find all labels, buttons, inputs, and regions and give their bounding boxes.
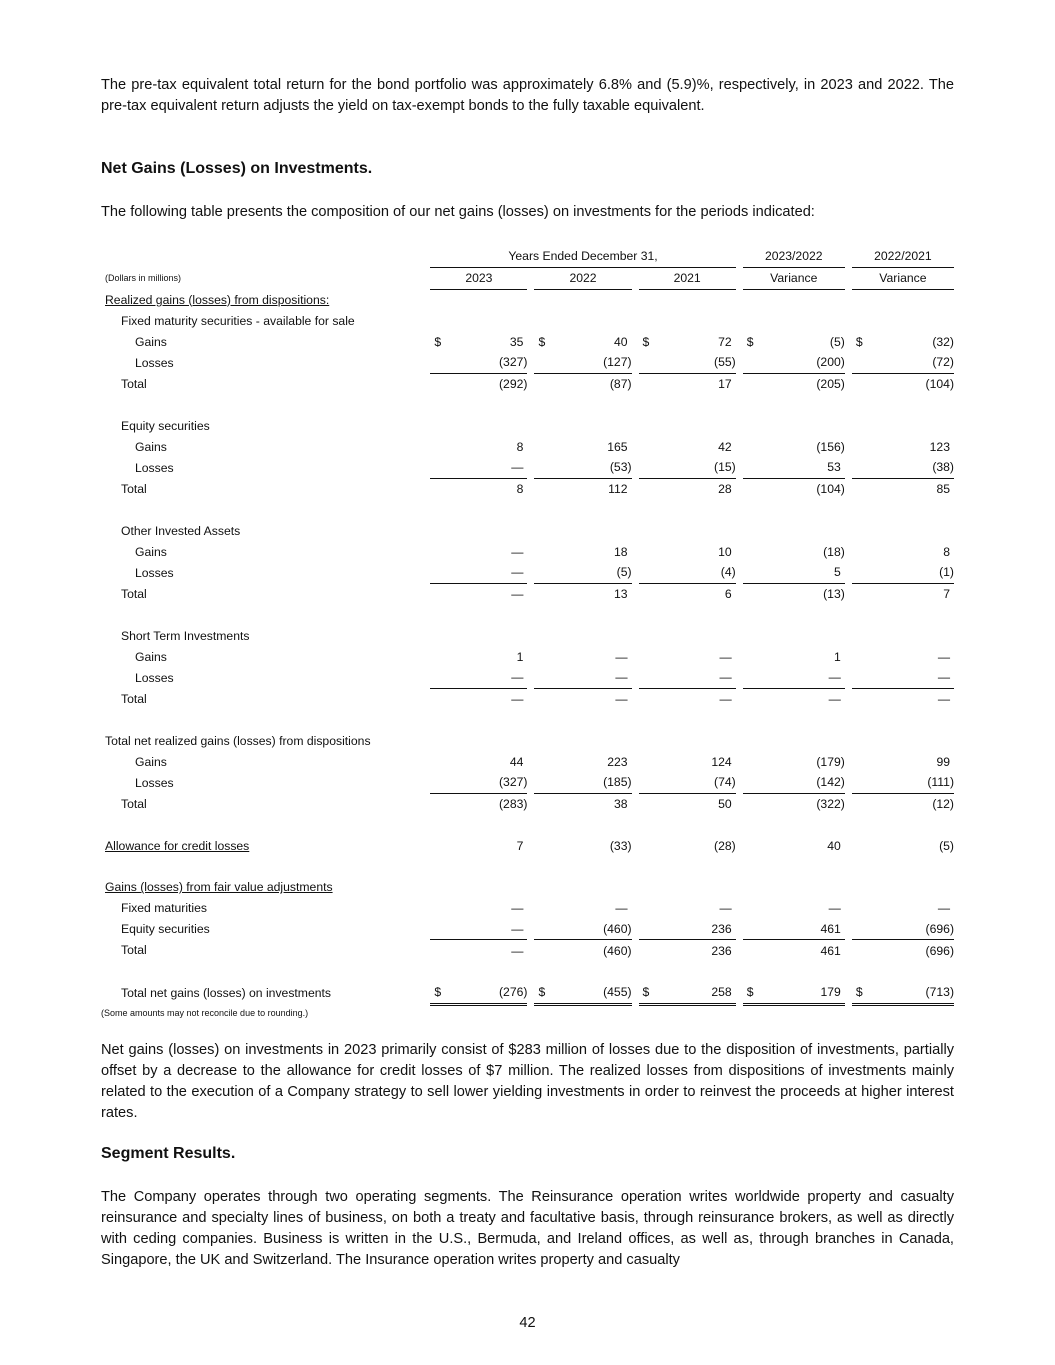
dollar-sign: $: [642, 334, 650, 349]
row-label: Losses: [135, 565, 174, 580]
cell-value: 112: [608, 482, 628, 497]
cell-value: 40: [827, 838, 841, 853]
cell-value: (13): [823, 587, 845, 602]
cell-2022: [534, 373, 631, 394]
cell-value: (276): [499, 985, 528, 1000]
cell-value: (179): [816, 754, 845, 769]
net-gains-table: [101, 246, 954, 1006]
cell-value: (28): [714, 838, 736, 853]
cell-value: —: [719, 670, 732, 685]
spacer-row: [101, 710, 954, 731]
cell-2023: [430, 331, 527, 352]
variance-period-2-header: 2022/2021: [852, 246, 954, 267]
cell-value: 50: [718, 797, 732, 812]
short-gains-row: [101, 646, 954, 667]
cell-2022: [534, 688, 631, 709]
cell-2022: [534, 478, 631, 499]
cell-value: 10: [718, 544, 732, 559]
cell-value: 42: [718, 439, 732, 454]
cell-2022: [534, 793, 631, 814]
cell-value: 236: [711, 921, 732, 936]
cell-variance-1: [743, 562, 845, 583]
fixed-total-row: [101, 373, 954, 394]
cell-value: (142): [816, 775, 845, 790]
section-heading-segment-results: Segment Results.: [101, 1145, 236, 1162]
row-label: Total: [121, 691, 147, 706]
cell-value: 53: [827, 460, 841, 475]
cell-variance-1: [743, 373, 845, 394]
cell-2022: [534, 583, 631, 604]
dollar-sign: $: [642, 985, 650, 1000]
dollar-sign: $: [855, 985, 863, 1000]
column-header-2023: 2023: [430, 267, 527, 289]
cell-2023: [430, 667, 527, 688]
cell-variance-1: [743, 352, 845, 373]
cell-2021: [639, 898, 736, 919]
net-total-row: [101, 793, 954, 814]
cell-variance-1: [743, 772, 845, 793]
short-term-heading: [101, 625, 954, 646]
row-label: Gains (losses) from fair value adjustments: [105, 880, 333, 895]
cell-variance-2: [852, 541, 954, 562]
cell-2022: [534, 646, 631, 667]
cell-2023: [430, 940, 527, 961]
row-label: Fixed maturity securities - available for sale: [121, 313, 355, 328]
cell-variance-2: [852, 940, 954, 961]
cell-value: (104): [925, 377, 954, 392]
dollar-sign: $: [746, 985, 754, 1000]
cell-variance-1: [743, 646, 845, 667]
cell-value: 6: [724, 587, 732, 602]
cell-value: (205): [816, 377, 845, 392]
cell-value: (74): [714, 775, 736, 790]
spacer-row: [101, 961, 954, 982]
cell-variance-1: [743, 982, 845, 1004]
cell-value: —: [615, 649, 628, 664]
cell-variance-2: [852, 898, 954, 919]
cell-value: (460): [603, 943, 632, 958]
short-total-row: [101, 688, 954, 709]
row-label: Total: [121, 481, 147, 496]
other-total-row: [101, 583, 954, 604]
cell-2023: [430, 352, 527, 373]
cell-value: —: [511, 692, 524, 707]
cell-variance-1: [743, 835, 845, 856]
cell-value: (185): [603, 775, 632, 790]
cell-value: 7: [516, 838, 524, 853]
cell-value: (15): [714, 460, 736, 475]
cell-value: —: [719, 901, 732, 916]
dollar-sign: $: [855, 334, 863, 349]
cell-2021: [639, 352, 736, 373]
cell-value: (1): [939, 565, 954, 580]
cell-value: 5: [834, 565, 841, 580]
cell-2022: [534, 562, 631, 583]
cell-variance-1: [743, 457, 845, 478]
cell-value: (4): [720, 565, 736, 580]
row-label: Losses: [135, 355, 174, 370]
cell-value: —: [511, 670, 524, 685]
units-label: (Dollars in millions): [105, 273, 182, 284]
other-invested-heading: [101, 520, 954, 541]
cell-variance-1: [743, 940, 845, 961]
cell-variance-1: [743, 898, 845, 919]
fv-total-row: [101, 940, 954, 961]
variance-period-1-header: 2023/2022: [743, 246, 845, 267]
row-label: Losses: [135, 775, 174, 790]
row-label: Equity securities: [121, 418, 210, 433]
cell-value: (292): [499, 377, 528, 392]
cell-value: —: [937, 692, 950, 707]
cell-2023: [430, 436, 527, 457]
cell-value: —: [719, 692, 732, 707]
cell-2023: [430, 982, 527, 1004]
cell-variance-2: [852, 751, 954, 772]
cell-value: 13: [613, 587, 628, 602]
row-label: Total: [121, 943, 147, 958]
cell-value: 28: [718, 482, 732, 497]
cell-2023: [430, 541, 527, 562]
cell-value: (18): [823, 544, 845, 559]
cell-2023: [430, 373, 527, 394]
cell-2022: [534, 331, 631, 352]
header-row-1: [101, 246, 954, 267]
cell-2022: [534, 667, 631, 688]
intro-paragraph: The pre-tax equivalent total return for the bond portfolio was approximately 6.8% and (5.9)%, respectively, in 2023 and 2022. The pre-tax equivalent return adjusts the yield on tax-exempt bonds to the fully taxable equivalent.: [101, 77, 954, 114]
cell-2021: [639, 793, 736, 814]
cell-variance-2: [852, 478, 954, 499]
cell-value: 99: [936, 754, 950, 769]
cell-value: —: [511, 943, 524, 958]
cell-variance-2: [852, 772, 954, 793]
cell-value: (696): [925, 921, 954, 936]
cell-2023: [430, 751, 527, 772]
cell-value: (156): [816, 439, 845, 454]
cell-value: —: [511, 921, 524, 936]
dollar-sign: $: [434, 985, 442, 1000]
spacer-row: [101, 395, 954, 416]
fv-equity-row: [101, 919, 954, 940]
cell-2023: [430, 478, 527, 499]
equity-losses-row: [101, 457, 954, 478]
cell-variance-2: [852, 583, 954, 604]
cell-2022: [534, 835, 631, 856]
section-heading-net-gains: Net Gains (Losses) on Investments.: [101, 160, 373, 177]
cell-2021: [639, 919, 736, 940]
cell-value: —: [828, 901, 841, 916]
fair-value-heading: [101, 877, 954, 898]
short-losses-row: [101, 667, 954, 688]
cell-2023: [430, 772, 527, 793]
dollar-sign: $: [538, 334, 546, 349]
cell-value: 179: [820, 985, 841, 1000]
row-label: Allowance for credit losses: [105, 838, 250, 853]
spacer-row: [101, 500, 954, 521]
cell-value: (455): [603, 985, 632, 1000]
cell-2021: [639, 541, 736, 562]
cell-2022: [534, 352, 631, 373]
cell-2022: [534, 940, 631, 961]
cell-variance-1: [743, 436, 845, 457]
cell-variance-1: [743, 793, 845, 814]
cell-variance-2: [852, 793, 954, 814]
cell-value: 165: [607, 439, 628, 454]
cell-value: —: [937, 649, 950, 664]
row-label: Total net gains (losses) on investments: [121, 986, 331, 1001]
cell-2022: [534, 751, 631, 772]
segment-paragraph: The Company operates through two operating segments. The Reinsurance operation writes worldwide property and casualty reinsurance and specialty lines of business, on both a treaty and facultative basis, through reinsurance brokers, as well as directly with ceding companies. Business is written in the U.S., Bermuda, and Ireland offices, as well as, through branches in Canada, Singapore, the UK and Switzerland. The Insurance operation writes property and casualty: [101, 1189, 954, 1268]
cell-value: —: [615, 901, 628, 916]
cell-2021: [639, 667, 736, 688]
cell-2021: [639, 478, 736, 499]
cell-2022: [534, 919, 631, 940]
cell-value: (104): [816, 482, 845, 497]
table-intro-paragraph: The following table presents the composition of our net gains (losses) on investments for the periods indicated:: [101, 204, 815, 220]
cell-value: (111): [927, 775, 954, 790]
rounding-note: (Some amounts may not reconcile due to rounding.): [101, 1008, 309, 1018]
net-losses-row: [101, 772, 954, 793]
other-losses-row: [101, 562, 954, 583]
cell-value: (5): [939, 838, 954, 853]
net-gains-row: [101, 751, 954, 772]
equity-total-row: [101, 478, 954, 499]
header-row-2: [101, 267, 954, 289]
cell-value: (32): [932, 334, 954, 349]
row-label: Total: [121, 586, 147, 601]
cell-value: (5): [616, 565, 632, 580]
cell-2022: [534, 982, 631, 1004]
cell-value: 38: [613, 797, 628, 812]
cell-value: (38): [932, 460, 954, 475]
row-label: Equity securities: [121, 922, 210, 937]
cell-variance-1: [743, 478, 845, 499]
cell-variance-2: [852, 331, 954, 352]
equity-gains-row: [101, 436, 954, 457]
row-label: Gains: [135, 334, 167, 349]
cell-2021: [639, 373, 736, 394]
cell-value: —: [828, 692, 841, 707]
cell-variance-1: [743, 667, 845, 688]
cell-2023: [430, 562, 527, 583]
spacer-row: [101, 856, 954, 877]
cell-variance-2: [852, 436, 954, 457]
column-header-variance-2: Variance: [852, 267, 954, 289]
cell-variance-1: [743, 751, 845, 772]
cell-value: (200): [816, 355, 845, 370]
cell-2022: [534, 772, 631, 793]
cell-2021: [639, 751, 736, 772]
cell-value: (33): [609, 838, 632, 853]
row-label: Fixed maturities: [121, 901, 208, 916]
cell-value: 1: [834, 649, 841, 664]
page-number: 42: [519, 1315, 536, 1331]
realized-heading: [101, 289, 954, 310]
grand-total-row: [101, 982, 954, 1004]
cell-value: 461: [820, 943, 841, 958]
cell-value: —: [511, 544, 524, 559]
cell-value: 461: [820, 921, 841, 936]
cell-value: —: [615, 670, 628, 685]
cell-2021: [639, 940, 736, 961]
cell-2023: [430, 835, 527, 856]
cell-variance-1: [743, 541, 845, 562]
row-label: Other Invested Assets: [121, 523, 241, 538]
cell-value: —: [511, 901, 524, 916]
cell-value: 7: [943, 587, 950, 602]
cell-2023: [430, 583, 527, 604]
column-header-2021: 2021: [639, 267, 736, 289]
years-ended-header: Years Ended December 31,: [430, 246, 735, 267]
cell-2022: [534, 541, 631, 562]
cell-variance-1: [743, 688, 845, 709]
cell-value: (5): [829, 334, 845, 349]
cell-value: 35: [509, 334, 524, 349]
cell-value: (127): [603, 355, 632, 370]
cell-2023: [430, 919, 527, 940]
row-label: Short Term Investments: [121, 628, 250, 643]
row-label: Realized gains (losses) from dispositions:: [105, 292, 330, 307]
cell-2021: [639, 982, 736, 1004]
fixed-maturity-heading: [101, 310, 954, 331]
cell-value: —: [511, 587, 524, 602]
cell-2023: [430, 793, 527, 814]
fixed-losses-row: [101, 352, 954, 373]
cell-2021: [639, 835, 736, 856]
row-label: Total: [121, 376, 147, 391]
cell-variance-1: [743, 919, 845, 940]
cell-value: (12): [932, 797, 954, 812]
cell-variance-2: [852, 667, 954, 688]
cell-variance-2: [852, 352, 954, 373]
cell-2021: [639, 688, 736, 709]
cell-variance-2: [852, 919, 954, 940]
cell-value: —: [828, 670, 841, 685]
cell-value: 1: [516, 649, 524, 664]
cell-variance-2: [852, 457, 954, 478]
row-label: Gains: [135, 544, 167, 559]
dollar-sign: $: [746, 334, 754, 349]
cell-variance-2: [852, 835, 954, 856]
cell-value: 8: [943, 544, 950, 559]
cell-value: (696): [925, 943, 954, 958]
cell-2021: [639, 646, 736, 667]
cell-value: 124: [711, 754, 732, 769]
spacer-row: [101, 815, 954, 836]
cell-2022: [534, 898, 631, 919]
spacer-row: [101, 605, 954, 626]
cell-2023: [430, 457, 527, 478]
cell-variance-2: [852, 373, 954, 394]
cell-value: (713): [925, 985, 954, 1000]
cell-2021: [639, 457, 736, 478]
cell-variance-2: [852, 646, 954, 667]
cell-value: —: [719, 649, 732, 664]
cell-2023: [430, 646, 527, 667]
cell-value: (460): [603, 921, 632, 936]
cell-value: 8: [516, 439, 524, 454]
cell-value: (87): [609, 377, 632, 392]
column-header-2022: 2022: [534, 267, 631, 289]
cell-value: (283): [499, 797, 528, 812]
allowance-row: [101, 835, 954, 856]
cell-value: 258: [711, 985, 732, 1000]
row-label: Total: [121, 796, 147, 811]
row-label: Losses: [135, 670, 174, 685]
dollar-sign: $: [538, 985, 546, 1000]
cell-variance-2: [852, 562, 954, 583]
cell-2022: [534, 457, 631, 478]
cell-2021: [639, 772, 736, 793]
net-realized-heading: [101, 730, 954, 751]
cell-variance-1: [743, 331, 845, 352]
other-gains-row: [101, 541, 954, 562]
cell-2021: [639, 562, 736, 583]
row-label: Gains: [135, 754, 167, 769]
cell-value: —: [937, 670, 950, 685]
cell-value: (322): [816, 797, 845, 812]
cell-variance-2: [852, 688, 954, 709]
cell-value: —: [511, 460, 524, 475]
cell-2021: [639, 331, 736, 352]
cell-value: (327): [499, 775, 528, 790]
row-label: Gains: [135, 439, 167, 454]
fixed-gains-row: [101, 331, 954, 352]
cell-value: 236: [711, 943, 732, 958]
cell-value: —: [511, 565, 524, 580]
row-label: Gains: [135, 649, 167, 664]
cell-value: 40: [613, 334, 628, 349]
cell-2022: [534, 436, 631, 457]
cell-value: 72: [718, 334, 732, 349]
cell-2021: [639, 436, 736, 457]
cell-2021: [639, 583, 736, 604]
cell-value: 223: [607, 754, 628, 769]
equity-heading: [101, 415, 954, 436]
cell-value: (327): [499, 355, 528, 370]
cell-value: (72): [932, 355, 954, 370]
cell-value: 123: [929, 439, 950, 454]
cell-2023: [430, 688, 527, 709]
fv-fixed-row: [101, 898, 954, 919]
cell-variance-1: [743, 583, 845, 604]
dollar-sign: $: [434, 334, 442, 349]
cell-value: (55): [714, 355, 736, 370]
cell-value: 17: [718, 377, 732, 392]
column-header-variance-1: Variance: [743, 267, 845, 289]
row-label: Losses: [135, 460, 174, 475]
analysis-paragraph: Net gains (losses) on investments in 2023 primarily consist of $283 million of losses due to the disposition of investments, partially offset by a decrease to the allowance for credit losses of $7 million. The realized losses from dispositions of investments mainly related to the execution of a Company strategy to sell lower yielding investments in order to reinvest the proceeds at higher interest rates.: [101, 1042, 954, 1121]
cell-value: 18: [613, 544, 628, 559]
cell-value: (53): [609, 460, 632, 475]
cell-2023: [430, 898, 527, 919]
cell-value: —: [937, 901, 950, 916]
cell-variance-2: [852, 982, 954, 1004]
row-label: Total net realized gains (losses) from dispositions: [105, 733, 371, 748]
cell-value: 44: [509, 754, 524, 769]
cell-value: 8: [516, 482, 524, 497]
cell-value: 85: [936, 482, 950, 497]
cell-value: —: [615, 692, 628, 707]
